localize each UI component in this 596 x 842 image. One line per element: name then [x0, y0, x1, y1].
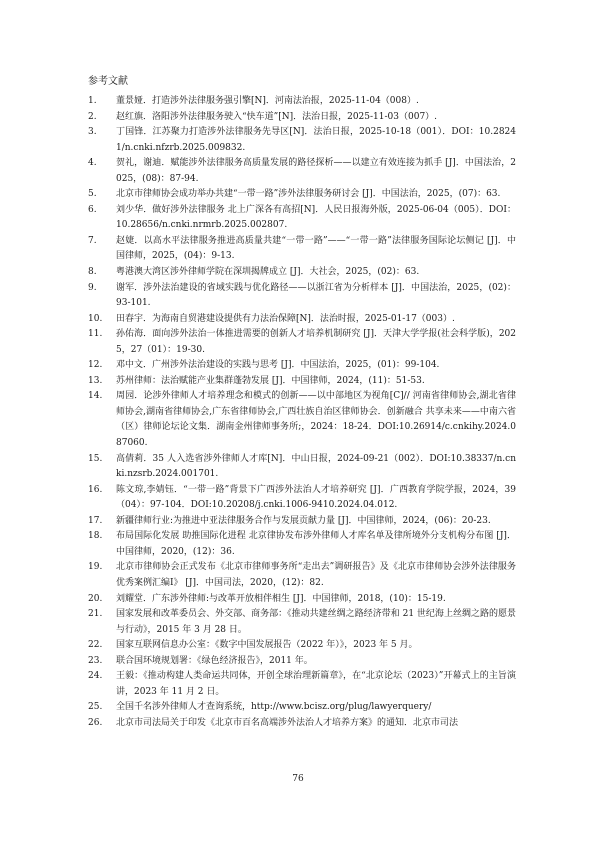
reference-text: 周园．论涉外律师人才培养理念和模式的创新——以中部地区为视角[C]// 河南省律师协会,湖北省律师协会,湖南省律师协会,广东省律师协会,广西壮族自治区律师协会．创新融合 共享未来——中南六省（区）律师论坛论文集．湖南金州律师事务所;，2024：18-24．DOI:10.26914/c.cnkihy.2024.087060.: [116, 391, 516, 449]
reference-text: 北京市律师协会正式发布《北京市律师事务所“走出去”调研报告》及《北京市律师协会涉外法律服务优秀案例汇编Ⅰ》 [J]．中国司法，2020，(12)：82.: [116, 562, 516, 588]
reference-text: 孙佑海．面向涉外法治一体推进需要的创新人才培养机制研究 [J]．天津大学学报(社会科学版)，2025，27（01）：19-30.: [116, 329, 516, 355]
reference-number: 3.: [88, 127, 97, 138]
reference-number: 20.: [88, 593, 103, 604]
reference-number: 25.: [88, 702, 103, 713]
reference-text: 北京市司法局关于印发《北京市百名高端涉外法治人才培养方案》的通知．北京市司法: [116, 717, 459, 728]
reference-item: [88, 607, 516, 638]
reference-text: 全国千名涉外律师人才查询系统，http://www.bcisz.org/plug/lawyerquery/: [116, 702, 432, 713]
reference-text: 国家互联网信息办公室：《数字中国发展报告（2022 年）》，2023 年 5 月。: [116, 640, 418, 651]
reference-text: 刘少华．做好涉外法律服务 北上广深各有高招[N]．人民日报海外版，2025-06-04（005）．DOI：10.28656/n.cnki.nrmrb.2025.002807.: [116, 204, 516, 231]
reference-text: 赵红旗．洛阳涉外法律服务驶入“快车道”[N]．法治日报，2025-11-03（007）.: [116, 111, 438, 122]
reference-list: [88, 94, 516, 731]
reference-item: [88, 638, 516, 654]
reference-number: 18.: [88, 531, 103, 542]
reference-item: [88, 529, 516, 560]
reference-number: 16.: [88, 484, 103, 495]
reference-text: 刘耀堂．广东涉外律师:与改革开放相伴相生 [J]．中国律师，2018，(10)：15-19.: [116, 593, 446, 604]
page-number: 76: [292, 774, 304, 784]
reference-item: [88, 125, 516, 156]
reference-item: [88, 654, 516, 670]
reference-number: 17.: [88, 515, 103, 526]
reference-text: 贺礼，谢迪．赋能涉外法律服务高质量发展的路径探析——以建立有效连接为抓手 [J]．中国法治，2025，(08)：87-94.: [116, 158, 516, 184]
reference-text: 布局国际化发展 助推国际化进程 北京律协发布涉外律师人才库名单及律所境外分支机构分布图 [J]．中国律师，2020，(12)：36.: [116, 531, 516, 557]
reference-text: 田春宇．为海南自贸港建设提供有力法治保障[N]．法治时报，2025-01-17（003）.: [116, 313, 455, 324]
reference-text: 国家发展和改革委员会、外交部、商务部：《推动共建丝绸之路经济带和 21 世纪海上丝绸之路的愿景与行动》，2015 年 3 月 28 日。: [116, 609, 516, 635]
reference-text: 董景娅．打造涉外法律服务强引擎[N]．河南法治报，2025-11-04（008）.: [116, 96, 419, 106]
reference-item: [88, 374, 516, 390]
reference-number: 2.: [88, 111, 97, 122]
reference-item: [88, 592, 516, 608]
reference-item: [88, 327, 516, 358]
reference-item: [88, 514, 516, 530]
reference-number: 22.: [88, 640, 103, 651]
reference-item: [88, 483, 516, 514]
reference-number: 12.: [88, 360, 103, 371]
reference-text: 高倩莉．35 人入选省涉外律师人才库[N]．中山日报，2024-09-21（002）．DOI:10.38337/n.cnki.nzsrb.2024.001701.: [116, 453, 516, 480]
reference-item: [88, 669, 516, 700]
reference-text: 赵婕．以高水平法律服务推进高质量共建“一带一路”——“一带一路”法律服务国际论坛侧记 [J]．中国律师，2025，(04)：9-13.: [116, 235, 516, 262]
reference-item: [88, 560, 516, 591]
reference-item: [88, 700, 516, 716]
reference-item: [88, 234, 516, 265]
reference-text: 丁国锋．江苏聚力打造涉外法律服务先导区[N]．法治日报，2025-10-18（001）．DOI：10.28241/n.cnki.nfzrb.2025.009832.: [116, 127, 516, 153]
reference-text: 联合国环境规划署：《绿色经济报告》，2011 年。: [116, 655, 313, 666]
reference-item: [88, 156, 516, 187]
reference-text: 新疆律师行业:为推进中亚法律服务合作与发展贡献力量 [J]．中国律师，2024，(06)：20-23.: [116, 515, 491, 526]
reference-number: 23.: [88, 655, 103, 666]
reference-number: 9.: [88, 282, 97, 293]
reference-item: [88, 281, 516, 312]
reference-number: 13.: [88, 375, 103, 386]
reference-item: [88, 265, 516, 281]
reference-item: [88, 94, 516, 110]
reference-number: 5.: [88, 189, 97, 200]
references-heading: 参考文献: [88, 76, 128, 87]
reference-item: [88, 389, 516, 451]
reference-number: 26.: [88, 717, 103, 728]
reference-number: 4.: [88, 158, 97, 169]
reference-item: [88, 110, 516, 126]
reference-number: 11.: [88, 329, 103, 340]
reference-text: 邓中文．广州涉外法治建设的实践与思考 [J]．中国法治，2025，(01)：99-104.: [116, 360, 440, 371]
reference-text: 粤港澳大湾区涉外律师学院在深圳揭牌成立 [J]．大社会，2025，(02)：63.: [116, 267, 420, 278]
reference-number: 15.: [88, 453, 103, 464]
reference-text: 王毅：《推动构建人类命运共同体，开创全球治理新篇章》，在“北京论坛（2023）”开幕式上的主旨演讲，2023 年 11 月 2 日。: [116, 671, 516, 697]
reference-number: 1.: [88, 96, 97, 106]
reference-number: 19.: [88, 562, 103, 573]
reference-text: 苏州律师：法治赋能产业集群蓬勃发展 [J]．中国律师，2024，(11)：51-53.: [116, 375, 425, 386]
reference-number: 10.: [88, 313, 103, 324]
reference-item: [88, 358, 516, 374]
reference-item: [88, 716, 516, 732]
reference-number: 6.: [88, 204, 97, 215]
reference-item: [88, 312, 516, 328]
reference-number: 21.: [88, 609, 103, 620]
reference-number: 7.: [88, 235, 97, 246]
reference-text: 谢军．涉外法治建设的省域实践与优化路径——以浙江省为分析样本 [J]．中国法治，2025，(02)：93-101.: [116, 282, 516, 309]
reference-number: 8.: [88, 267, 97, 278]
reference-text: 北京市律师协会成功举办共建“一带一路”涉外法律服务研讨会 [J]．中国法治，2025，(07)：63.: [116, 189, 501, 200]
reference-item: [88, 452, 516, 483]
reference-number: 24.: [88, 671, 103, 682]
reference-item: [88, 187, 516, 203]
reference-item: [88, 203, 516, 234]
reference-number: 14.: [88, 391, 103, 402]
reference-text: 陈文琼,李婧钰．“一带一路”背景下广西涉外法治人才培养研究 [J]．广西教育学院学报，2024，39（04）：97-104．DOI:10.20208/j.cnki.1006-9410.2024.04.012.: [116, 484, 516, 511]
